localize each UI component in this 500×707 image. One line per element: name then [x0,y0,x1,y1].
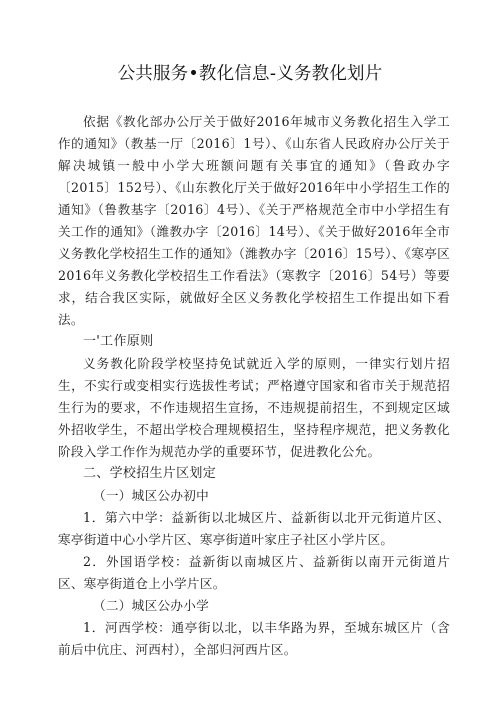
list-item: 1．河西学校：通亭街以北，以丰华路为界，至城东城区片（含前后中伉庄、河西村），全部归河西片区。 [58,620,450,657]
subheading-urban-middle-schools: （一）城区公办初中 [93,488,210,503]
intro-paragraph: 依据《教化部办公厅关于做好2016年城市义务教化招生入学工作的通知》（教基一厅〔2016〕1号）、《山东省人民政府办公厅关于解决城镇一般中小学大班额问题有关事宜的通知》（鲁政办字〔2015〕152号）、《山东教化厅关于做好2016年中小学招生工作的通知》（鲁教基字〔2016〕4号）、《关于严格规范全市中小学招生有关工作的通知》（潍教办字〔2016〕14号）、《关于做好2016年全市义务教化学校招生工作的通知》（潍教办字〔2016〕15号）、《寒亭区2016年义务教化学校招生工作看法》（寒教字〔2016〕54号）等要求，结合我区实际，就做好全区义务教化学校招生工作提出如下看法。 [58,114,450,327]
document-body [58,111,450,661]
principles-paragraph: 义务教化阶段学校坚持免试就近入学的原则，一律实行划片招生，不实行或变相实行选拔性考试；严格遵守国家和省市关于规范招生行为的要求，不作违规招生宣扬，不违规提前招生，不到规定区域外招收学生，不超出学校合理规模招生，坚持程序规范，把义务教化阶段入学工作作为规范办学的重要环节，促进教化公允。 [58,356,450,459]
section-heading-enrollment-zones: 二、学校招生片区划定 [83,466,217,481]
list-item: 1．第六中学：益新街以北城区片、益新街以北开元街道片区、寒亭街道中心小学片区、寒亭街道叶家庄子社区小学片区。 [58,510,450,547]
section-heading-principles: 一'工作原则 [83,334,154,349]
document-title: 公共服务•教化信息-义务教化划片 [117,64,383,84]
list-item: 2．外国语学校：益新街以南城区片、益新街以南开元街道片区、寒亭街道仓上小学片区。 [58,554,450,591]
subheading-urban-primary-schools: （二）城区公办小学 [93,598,210,613]
